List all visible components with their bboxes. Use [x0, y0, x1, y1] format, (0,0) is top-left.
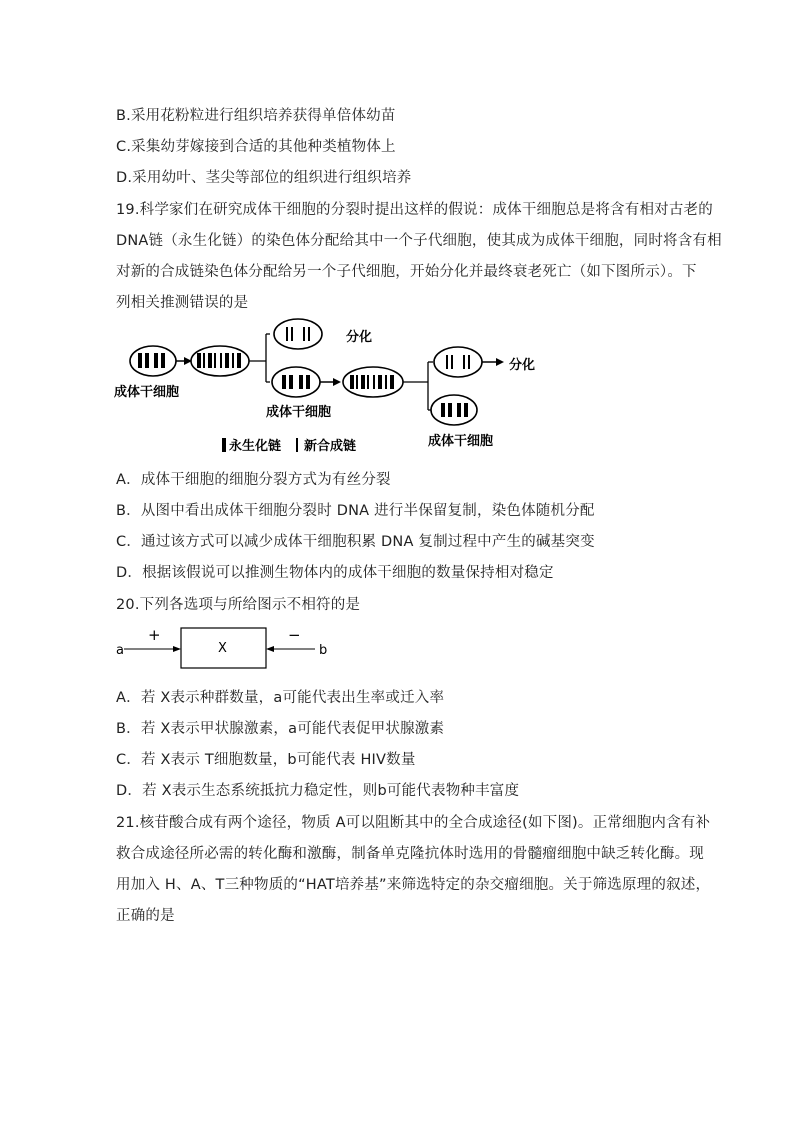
legend-immortal-label: 永生化链 [229, 439, 282, 454]
plus-sign: + [148, 626, 161, 644]
q19-stem-line-4: 列相关推测错误的是 [116, 295, 249, 311]
q20-option-a: A．若 X表示种群数量，a可能代表出生率或迁入率 [116, 690, 445, 706]
replicated-cell-2 [343, 367, 403, 397]
q20-option-b: B．若 X表示甲状腺激素，a可能代表促甲状腺激素 [116, 721, 445, 737]
q19-option-c: C．通过该方式可以减少成体干细胞积累 DNA 复制过程中产生的碱基突变 [116, 534, 595, 550]
q19-option-a: A．成体干细胞的细胞分裂方式为有丝分裂 [116, 472, 391, 488]
q19-stem-line-1: 19.科学家们在研究成体干细胞的分裂时提出这样的假说：成体干细胞总是将含有相对古老的 [116, 202, 713, 218]
q20-option-c: C．若 X表示 T细胞数量，b可能代表 HIV数量 [116, 752, 416, 768]
q19-stem-line-2: DNA链（永生化链）的染色体分配给其中一个子代细胞，使其成为成体干细胞，同时将含有相 [116, 233, 722, 249]
q18-option-d: D.采用幼叶、茎尖等部位的组织进行组织培养 [116, 170, 412, 186]
q19-stem-line-3: 对新的合成链染色体分配给另一个子代细胞，开始分化并最终衰老死亡（如下图所示）。下 [116, 264, 697, 280]
q18-option-c: C.采集幼芽嫁接到合适的其他种类植物体上 [116, 139, 396, 155]
minus-sign: − [288, 626, 301, 644]
stem-cell-2 [272, 367, 320, 397]
q18-option-b: B.采用花粉粒进行组织培养获得单倍体幼苗 [116, 108, 396, 124]
stem-cell-division-diagram [110, 314, 550, 456]
input-b-label: b [319, 643, 328, 658]
differentiating-cell-2 [434, 347, 482, 377]
stem-cell-1 [130, 346, 176, 376]
input-a-label: a [116, 643, 124, 658]
q20-stem: 20.下列各选项与所给图示不相符的是 [116, 597, 361, 613]
legend-new-label: 新合成链 [304, 439, 357, 454]
stem-cell-3 [431, 395, 477, 425]
q21-stem-line-3: 用加入 H、A、T三种物质的“HAT培养基”来筛选特定的杂交瘤细胞。关于筛选原理的叙述， [116, 877, 711, 893]
differentiating-cell-1 [274, 319, 322, 349]
label-stem-cell-2: 成体干细胞 [266, 405, 332, 420]
q20-option-d: D．若 X表示生态系统抵抗力稳定性，则b可能代表物种丰富度 [116, 783, 520, 799]
label-stem-cell-3: 成体干细胞 [428, 434, 494, 449]
q21-stem-line-2: 救合成途径所必需的转化酶和激酶，制备单克隆抗体时选用的骨髓瘤细胞中缺乏转化酶。现 [116, 846, 704, 862]
label-differentiate-2: 分化 [509, 358, 536, 373]
replicated-cell-1 [191, 346, 249, 376]
legend-new-marker [296, 438, 298, 452]
q19-option-d: D．根据该假说可以推测生物体内的成体干细胞的数量保持相对稳定 [116, 565, 554, 581]
q19-option-b: B．从图中看出成体干细胞分裂时 DNA 进行半保留复制，染色体随机分配 [116, 503, 595, 519]
q21-stem-line-4: 正确的是 [116, 908, 175, 924]
legend-immortal-marker [222, 438, 226, 452]
label-differentiate-1: 分化 [346, 330, 373, 345]
x-box-label: X [218, 641, 227, 656]
feedback-diagram [110, 620, 340, 670]
q21-stem-line-1: 21.核苷酸合成有两个途径，物质 A可以阻断其中的全合成途径(如下图)。正常细胞内含有补 [116, 815, 711, 831]
label-stem-cell-1: 成体干细胞 [114, 385, 180, 400]
